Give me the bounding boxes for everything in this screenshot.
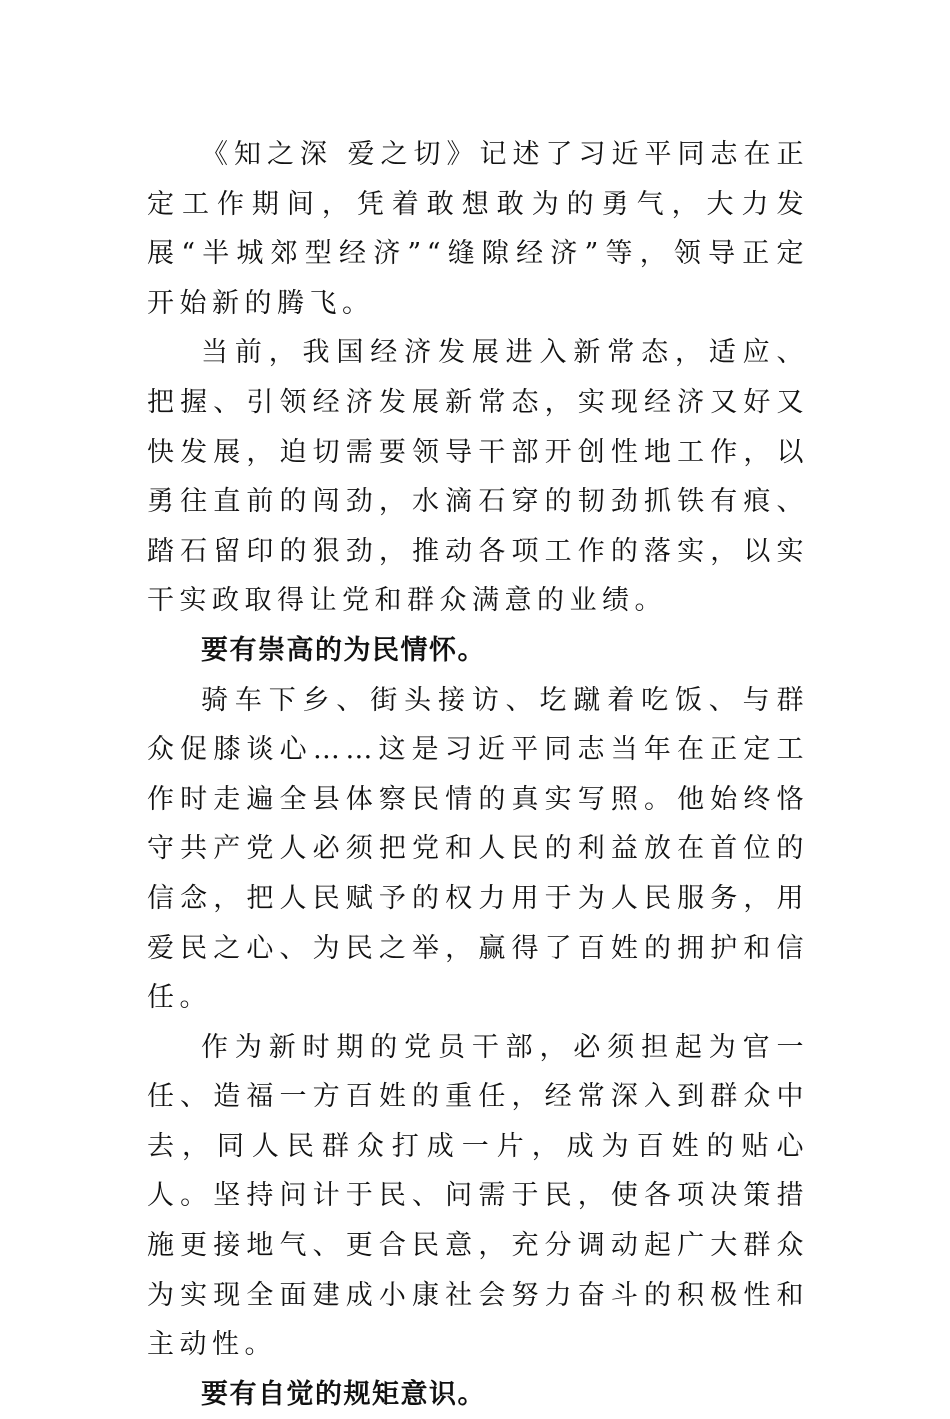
section-heading-people: 要有崇高的为民情怀。 xyxy=(201,634,486,666)
document-body xyxy=(147,130,809,1419)
paragraph-zhengding-practice: 骑车下乡、街头接访、圪蹴着吃饭、与群众促膝谈心……这是习近平同志当年在正定工作时走遍全县体察民情的真实写照。他始终恪守共产党人必须把党和人民的利益放在首位的信念，把人民赋予的权力用于为人民服务，用爱民之心、为民之举，赢得了百姓的拥护和信任。 xyxy=(147,684,809,1014)
paragraph-new-normal: 当前，我国经济发展进入新常态，适应、把握、引领经济发展新常态，实现经济又好又快发展，迫切需要领导干部开创性地工作，以勇往直前的闯劲，水滴石穿的韧劲抓铁有痕、踏石留印的狠劲，推动各项工作的落实，以实干实政取得让党和群众满意的业绩。 xyxy=(147,337,809,617)
paragraph-cadre-duty: 作为新时期的党员干部，必须担起为官一任、造福一方百姓的重任，经常深入到群众中去，同人民群众打成一片，成为百姓的贴心人。坚持问计于民、问需于民，使各项决策措施更接地气、更合民意，充分调动起广大群众为实现全面建成小康社会努力奋斗的积极性和主动性。 xyxy=(147,1031,809,1361)
section-heading-rules: 要有自觉的规矩意识。 xyxy=(201,1378,486,1410)
paragraph-intro: 《知之深 爱之切》记述了习近平同志在正定工作期间，凭着敢想敢为的勇气，大力发展“半城郊型经济”“缝隙经济”等，领导正定开始新的腾飞。 xyxy=(147,139,809,319)
